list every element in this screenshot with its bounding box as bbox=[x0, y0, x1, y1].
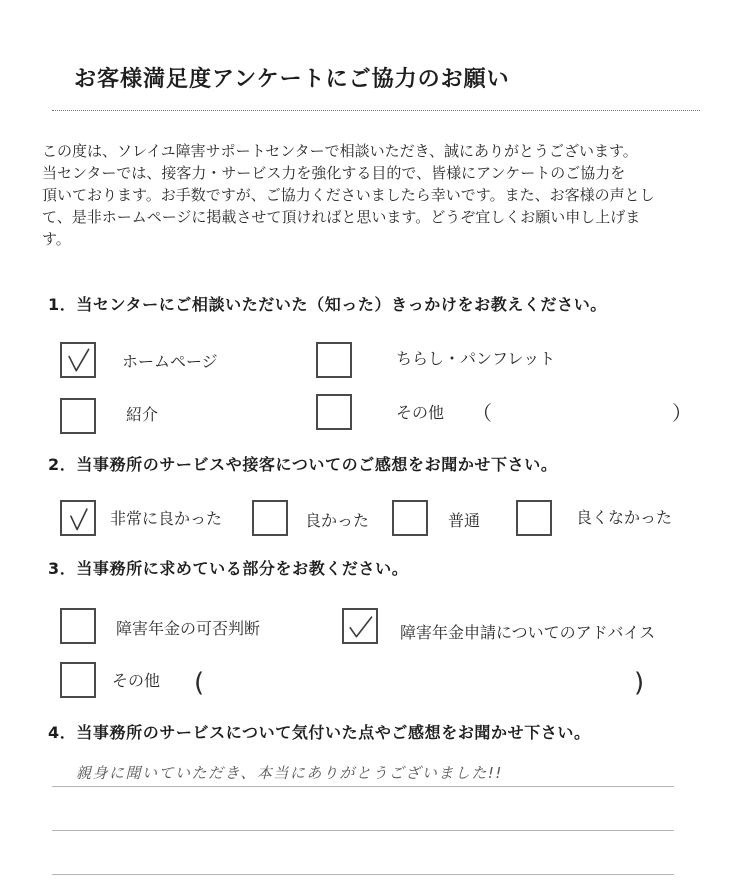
title-divider bbox=[52, 110, 700, 111]
q3-other-open-paren: ( bbox=[194, 668, 205, 698]
q3-judgment-checkbox[interactable] bbox=[60, 608, 96, 644]
checkmark-icon bbox=[62, 344, 94, 376]
answer-line bbox=[52, 874, 674, 875]
q1-other-checkbox[interactable] bbox=[316, 394, 352, 430]
q1-homepage-checkbox[interactable] bbox=[60, 342, 96, 378]
q2-not-good-checkbox[interactable] bbox=[516, 500, 552, 536]
q1-other-close-paren: ） bbox=[672, 401, 692, 425]
intro-line: 当センターでは、接客力・サービス力を強化する目的で、皆様にアンケートのご協力を bbox=[42, 164, 626, 182]
checkmark-icon bbox=[344, 610, 376, 642]
question-4-label: 4．当事務所のサービスについて気付いた点やご感想をお聞かせ下さい。 bbox=[48, 723, 591, 742]
answer-line bbox=[52, 830, 674, 831]
q2-normal-checkbox[interactable] bbox=[392, 500, 428, 536]
q2-good-label: 良かった bbox=[305, 511, 370, 530]
q3-judgment-label: 障害年金の可否判断 bbox=[116, 619, 261, 638]
intro-line: 頂いております。お手数ですが、ご協力くださいましたら幸いです。また、お客様の声とし bbox=[42, 186, 655, 204]
q3-other-checkbox[interactable] bbox=[60, 662, 96, 698]
q1-homepage-label: ホームページ bbox=[122, 352, 218, 371]
question-2-label: 2．当事務所のサービスや接客についてのご感想をお聞かせ下さい。 bbox=[48, 455, 558, 474]
q2-good-checkbox[interactable] bbox=[252, 500, 288, 536]
question-1-label: 1．当センターにご相談いただいた（知った）きっかけをお教えください。 bbox=[48, 295, 607, 314]
intro-line: す。 bbox=[42, 230, 71, 248]
question-3-label: 3．当事務所に求めている部分をお教ください。 bbox=[48, 559, 409, 578]
q2-normal-label: 普通 bbox=[448, 511, 481, 530]
q1-referral-label: 紹介 bbox=[126, 405, 159, 424]
q1-referral-checkbox[interactable] bbox=[60, 398, 96, 434]
q3-other-close-paren: ) bbox=[634, 668, 645, 698]
q1-flyer-label: ちらし・パンフレット bbox=[396, 349, 556, 368]
page-title: お客様満足度アンケートにご協力のお願い bbox=[74, 67, 510, 92]
q3-other-label: その他 bbox=[112, 671, 161, 690]
q3-advice-checkbox[interactable] bbox=[342, 608, 378, 644]
q4-handwritten-answer[interactable]: 親身に聞いていただき、本当にありがとうございました!! bbox=[76, 764, 503, 782]
q2-very-good-checkbox[interactable] bbox=[60, 500, 96, 536]
q1-other-label: その他 bbox=[396, 403, 445, 422]
q2-very-good-label: 非常に良かった bbox=[110, 509, 223, 528]
answer-line bbox=[52, 786, 674, 787]
intro-line: て、是非ホームページに掲載させて頂ければと思います。どうぞ宜しくお願い申し上げま bbox=[42, 208, 641, 226]
intro-line: この度は、ソレイユ障害サポートセンターで相談いただき、誠にありがとうございます。 bbox=[42, 142, 638, 160]
checkmark-icon bbox=[62, 502, 94, 534]
q1-flyer-checkbox[interactable] bbox=[316, 342, 352, 378]
q1-other-open-paren: （ bbox=[472, 401, 492, 425]
intro-paragraph bbox=[42, 140, 708, 250]
q2-not-good-label: 良くなかった bbox=[576, 508, 673, 527]
q3-advice-label: 障害年金申請についてのアドバイス bbox=[400, 623, 656, 642]
